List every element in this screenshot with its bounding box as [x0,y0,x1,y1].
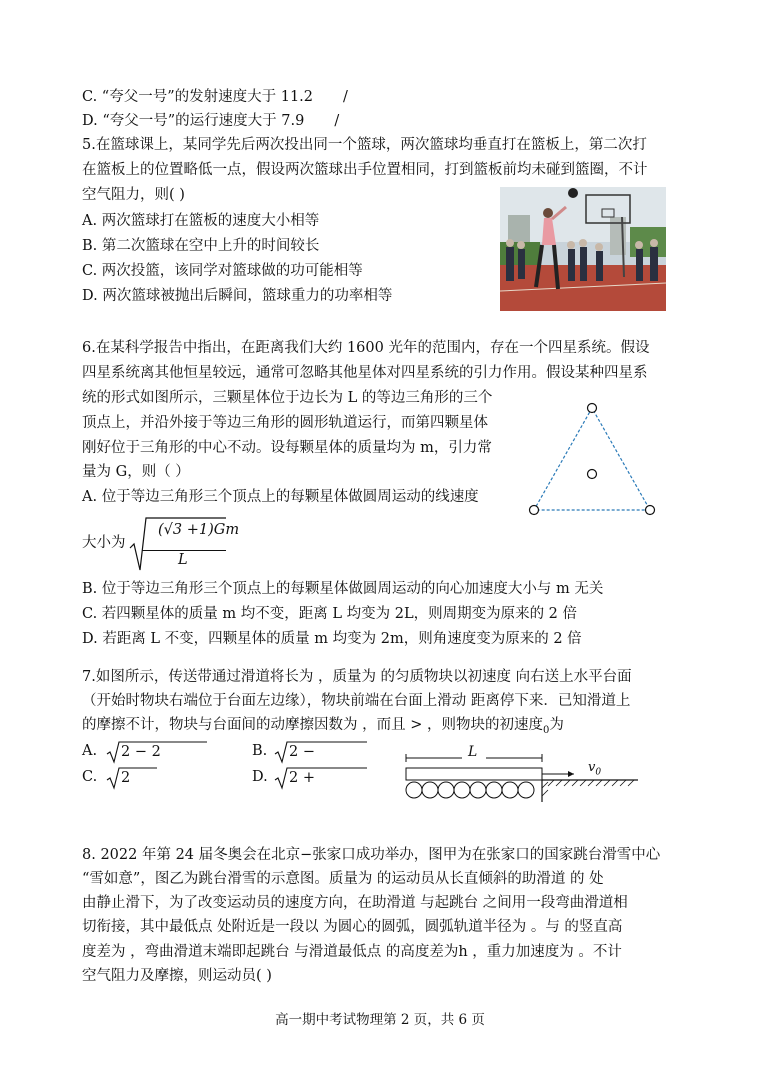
formula-denominator: L [178,552,188,568]
q7-option-c: C. [82,769,98,785]
belt-label-L: L [468,744,478,760]
q6-line-1: 6.在某科学报告中指出，在距离我们大约 1600 光年的范围内，存在一个四星系统。假设 [82,340,650,356]
belt-label-v0: $v_0$ [588,760,602,778]
q7-option-c-expr: 2 [121,770,131,786]
q5-line-2: 在篮板上的位置略低一点，假设两次篮球出手位置相同，打到篮板前均未碰到篮圈，不计 [82,162,648,178]
q5-option-c: C. 两次投篮，该同学对篮球做的功可能相等 [82,263,363,279]
q8-line-1: 8. 2022 年第 24 届冬奥会在北京−张家口成功举办，图甲为在张家口的国家跳台滑雪中心 [82,847,661,863]
q6-line-2: 四星系统离其他恒星较远，通常可忽略其他星体对四星系统的引力作用。假设某种四星系 [82,365,648,381]
fraction-bar [142,550,226,551]
q7-c-sqrt [106,766,158,790]
q6-option-c: C. 若四颗星体的质量 m 均不变，距离 L 均变为 2L，则周期变为原来的 2 倍 [82,606,578,622]
q6-line-3: 统的形式如图所示，三颗星体位于边长为 L 的等边三角形的三个 [82,390,493,406]
conveyor-belt-diagram [402,748,638,804]
q7-option-d-expr: 2 + [289,770,315,786]
q5-option-b: B. 第二次篮球在空中上升的时间较长 [82,238,320,254]
q6-line-4: 顶点上，并沿外接于等边三角形的圆形轨道运行，而第四颗星体 [82,415,488,431]
q7-line-1: 7.如图所示，传送带通过滑道将长为 ，质量为 的匀质物块以初速度 向右送上水平台面 [82,669,632,685]
q6-option-a: A. 位于等边三角形三个顶点上的每颗星体做圆周运动的线速度 [82,489,479,505]
q5-line-1: 5.在篮球课上，某同学先后两次投出同一个篮球，两次篮球均垂直打在篮板上，第二次打 [82,137,647,153]
q6-line-5: 刚好位于三角形的中心不动。设每颗星体的质量均为 m，引力常 [82,440,492,456]
q8-line-2: “雪如意”，图乙为跳台滑雪的示意图。质量为 的运动员从长直倾斜的助滑道 的 处 [82,871,604,887]
q7-line-2: （开始时物块右端位于台面左边缘），物块前端在台面上滑动 距离停下来．已知滑道上 [82,693,631,709]
q7-option-a-expr: 2 − 2 [121,744,161,760]
page-footer: 高一期中考试物理第 2 页，共 6 页 [275,1012,485,1028]
q8-line-5: 度差为 ，弯曲滑道末端即起跳台 与滑道最低点 的高度差为h ，重力加速度为 。不计 [82,944,622,960]
q5-option-d: D. 两次篮球被抛出后瞬间，篮球重力的功率相等 [82,288,393,304]
q7-option-d: D. [252,769,268,785]
q8-line-6: 空气阻力及摩擦，则运动员( ) [82,968,272,984]
q7-option-b: B. [252,743,268,759]
option-d-prev: D. “夸父一号”的运行速度大于 7.9 / [82,113,340,129]
q8-line-4: 切衔接，其中最低点 处附近是一段以 为圆心的圆弧，圆弧轨道半径为 。与 的竖直高 [82,919,623,935]
q5-option-a: A. 两次篮球打在篮板的速度大小相等 [82,213,320,229]
q7-option-b-expr: 2 − [289,744,315,760]
q8-line-3: 由静止滑下，为了改变运动员的速度方向，在助滑道 与起跳台 之间用一段弯曲滑道相 [82,895,628,911]
q7-option-a: A. [82,743,98,759]
q6-option-d: D. 若距离 L 不变，四颗星体的质量 m 均变为 2m，则角速度变为原来的 2 倍 [82,631,582,647]
q7-line-3: 的摩擦不计，物块与台面间的动摩擦因数为 ，而且 > ，则物块的初速度$_0$为 [82,717,564,736]
q6-option-b: B. 位于等边三角形三个顶点上的每颗星体做圆周运动的向心加速度大小与 m 无关 [82,581,604,597]
four-star-diagram [522,398,662,522]
q6-line-6: 量为 G，则（ ） [82,464,190,480]
basketball-photo [500,187,666,311]
q6-option-a-cont: 大小为 [82,535,126,551]
option-c-prev: C. “夸父一号”的发射速度大于 11.2 / [82,89,348,105]
formula-numerator: (√3 +1)Gm [158,522,240,538]
q5-line-3: 空气阻力，则( ) [82,187,185,203]
